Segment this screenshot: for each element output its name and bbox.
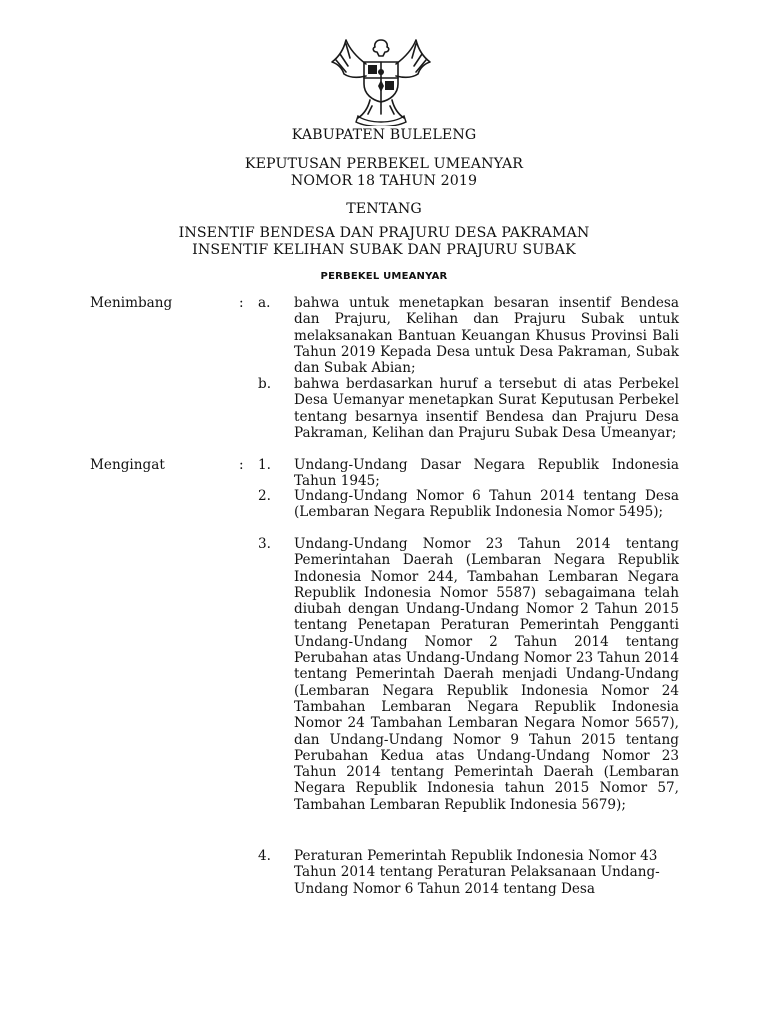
menimbang-colon: : [239, 295, 244, 311]
mengingat-item-1: Undang-Undang Dasar Negara Republik Indonesia Tahun 1945; [294, 457, 679, 490]
subject-line-2: INSENTIF KELIHAN SUBAK DAN PRAJURU SUBAK [192, 242, 576, 258]
decree-title: KEPUTUSAN PERBEKEL UMEANYAR [244, 156, 524, 172]
about-heading: TENTANG [346, 201, 422, 217]
authority-heading: PERBEKEL UMEANYAR [320, 271, 448, 282]
menimbang-item-b: bahwa berdasarkan huruf a tersebut di atas Perbekel Desa Uemanyar menetapkan Surat Keputusan Perbekel tentang besarnya insentif Bendesa dan Prajuru Desa Pakraman, Kelihan dan Prajuru Subak Desa Umeanyar; [294, 376, 679, 441]
mengingat-item-3: Undang-Undang Nomor 23 Tahun 2014 tentang Pemerintahan Daerah (Lembaran Negara Republik Indonesia Nomor 244, Tambahan Lembaran Negara Republik Indonesia Nomor 5587) sebagaimana telah diubah dengan Undang-Undang Nomor 2 Tahun 2015 tentang Penetapan Peraturan Pemerintah Pengganti Undang-Undang Nomor 2 Tahun 2014 tentang Perubahan atas Undang-Undang Nomor 23 Tahun 2014 tentang Pemerintah Daerah menjadi Undang-Undang (Lembaran Negara Republik Indonesia Nomor 24 Tambahan Lembaran Negara Republik Indonesia Nomor 24 Tambahan Lembaran Negara Nomor 5657), dan Undang-Undang Nomor 9 Tahun 2015 tentang Perubahan Kedua atas Undang-Undang Nomor 23 Tahun 2014 tentang Pemerintah Daerah (Lembaran Negara Republik Indonesia tahun 2015 Nomor 57, Tambahan Lembaran Republik Indonesia 5679); [294, 536, 679, 813]
menimbang-label: Menimbang [90, 295, 173, 311]
regency-title: KABUPATEN BULELENG [291, 127, 477, 143]
mengingat-item-4: Peraturan Pemerintah Republik Indonesia Nomor 43 Tahun 2014 tentang Peraturan Pelaksanaan Undang-Undang Nomor 6 Tahun 2014 tentang Desa [294, 848, 660, 897]
mengingat-marker-2: 2. [258, 488, 271, 504]
mengingat-marker-4: 4. [258, 848, 271, 864]
decree-number: NOMOR 18 TAHUN 2019 [290, 173, 478, 189]
mengingat-label: Mengingat [90, 457, 165, 473]
menimbang-marker-b: b. [258, 376, 272, 392]
mengingat-marker-1: 1. [258, 457, 271, 473]
garuda-emblem-icon [324, 34, 438, 126]
mengingat-item-2: Undang-Undang Nomor 6 Tahun 2014 tentang Desa (Lembaran Negara Republik Indonesia Nomor 5495); [294, 488, 679, 521]
menimbang-marker-a: a. [258, 295, 271, 311]
mengingat-colon: : [239, 457, 244, 473]
mengingat-marker-3: 3. [258, 536, 271, 552]
menimbang-item-a: bahwa untuk menetapkan besaran insentif Bendesa dan Prajuru, Kelihan dan Prajuru Subak untuk melaksanakan Bantuan Keuangan Khusus Provinsi Bali Tahun 2019 Kepada Desa untuk Desa Pakraman, Subak dan Subak Abian; [294, 295, 679, 377]
subject-line-1: INSENTIF BENDESA DAN PRAJURU DESA PAKRAMAN [178, 225, 590, 241]
